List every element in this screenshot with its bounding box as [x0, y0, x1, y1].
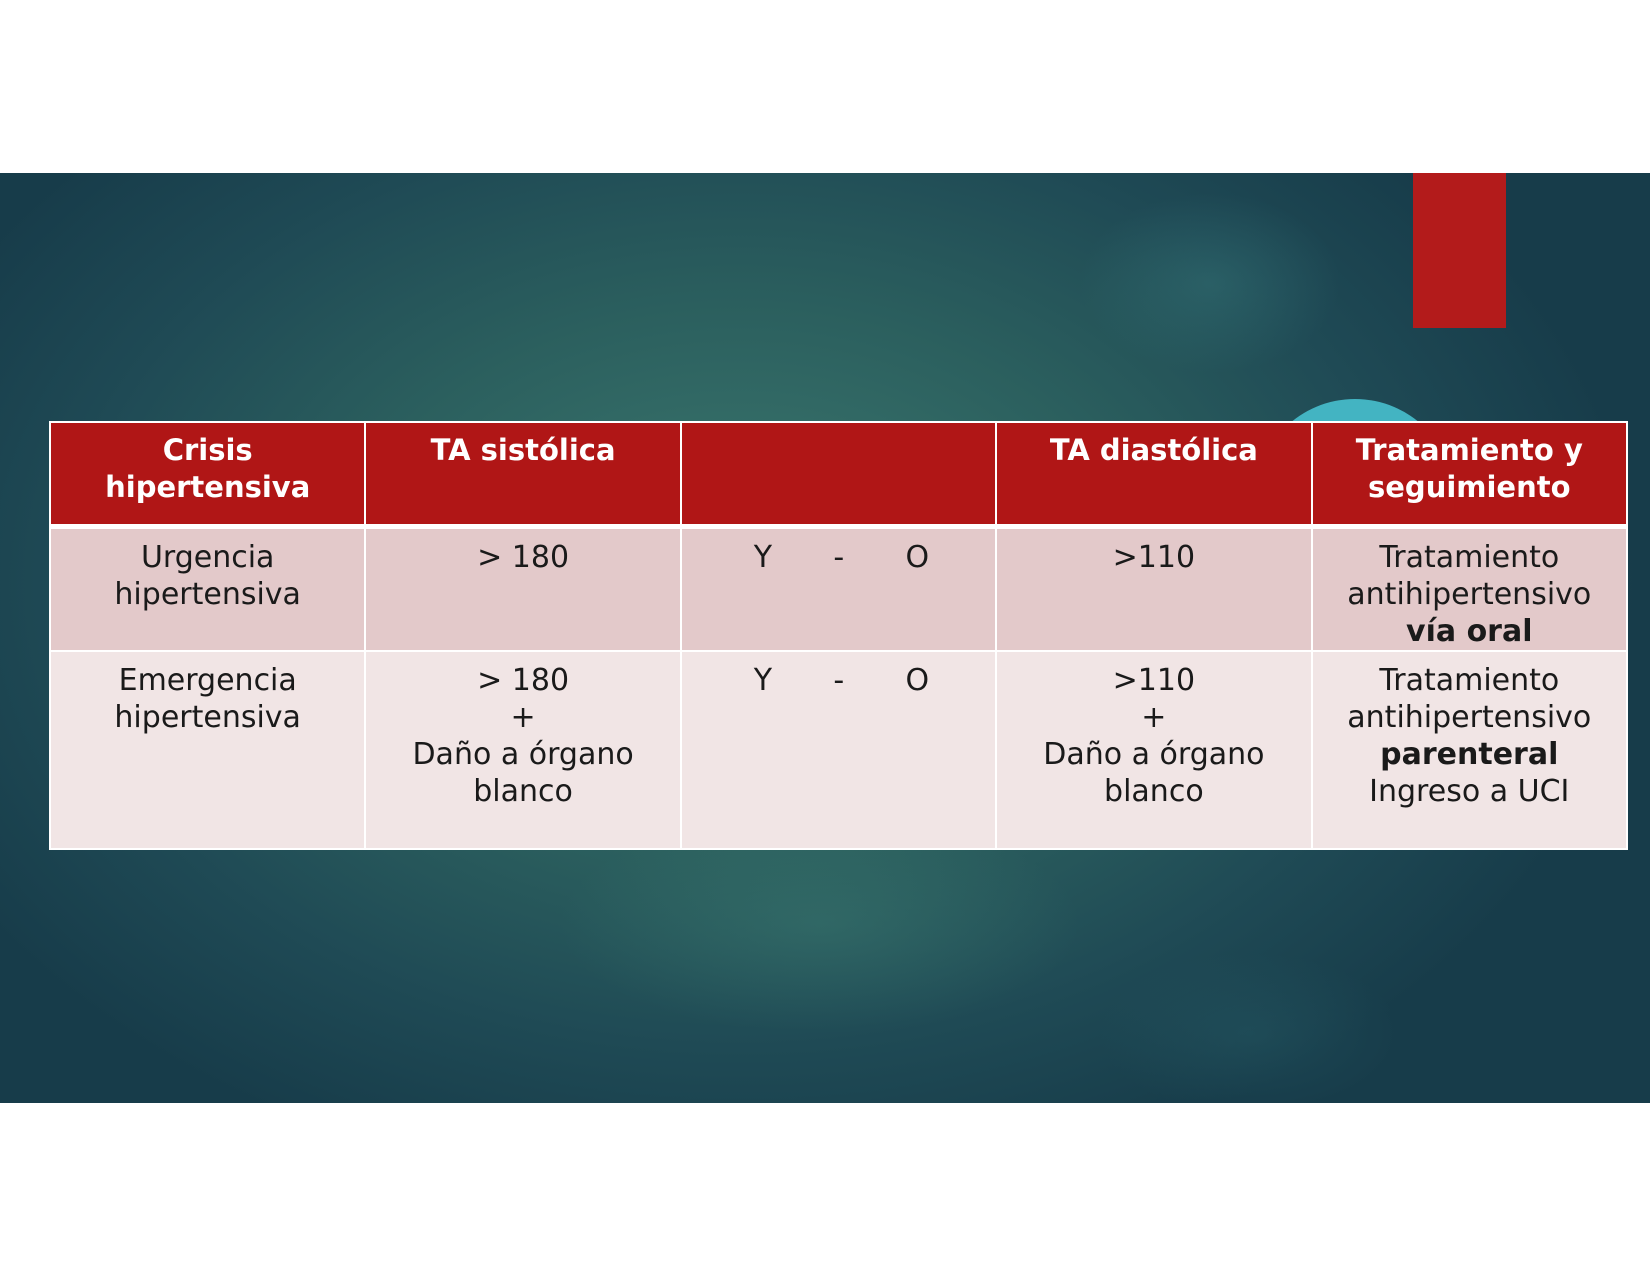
header-tratamiento: Tratamiento y seguimiento	[1312, 422, 1627, 526]
cell-tratamiento	[1312, 651, 1627, 849]
hypertensive-crisis-table	[49, 421, 1628, 850]
cell-line: Emergencia	[118, 662, 297, 698]
header-crisis: Crisis hipertensiva	[50, 422, 365, 526]
treatment-route: parenteral	[1380, 736, 1559, 772]
conj-dash: -	[833, 539, 845, 575]
header-conjunction	[681, 422, 996, 526]
cell-line: +	[1141, 699, 1167, 735]
cell-line: Urgencia	[140, 539, 275, 575]
cell-line: blanco	[473, 773, 573, 809]
cell-diastolica	[996, 651, 1311, 849]
header-diastolica: TA diastólica	[996, 422, 1311, 526]
cell-diastolica	[996, 526, 1311, 651]
cell-line: > 180	[477, 662, 570, 698]
cell-conjunction	[681, 526, 996, 651]
conj-y: Y	[753, 662, 773, 698]
cell-line: Daño a órgano	[412, 736, 634, 772]
cell-tratamiento	[1312, 526, 1627, 651]
cell-line: Tratamiento	[1379, 662, 1560, 698]
cell-line: Tratamiento	[1379, 539, 1560, 575]
background-glow	[1100, 953, 1400, 1103]
cell-line: hipertensiva	[114, 699, 301, 735]
treatment-route: vía oral	[1406, 613, 1533, 649]
cell-crisis	[50, 651, 365, 849]
cell-line: >110	[1112, 539, 1196, 575]
background-glow	[1080, 193, 1340, 373]
cell-line: hipertensiva	[114, 576, 301, 612]
table-row	[50, 651, 1627, 849]
cell-conjunction	[681, 651, 996, 849]
cell-sistolica	[365, 651, 680, 849]
conj-y: Y	[753, 539, 773, 575]
cell-line: +	[510, 699, 536, 735]
table-row	[50, 526, 1627, 651]
table-header-row	[50, 422, 1627, 526]
cell-line: >110	[1112, 662, 1196, 698]
cell-crisis	[50, 526, 365, 651]
slide-background	[0, 173, 1650, 1103]
red-accent-tab	[1413, 173, 1506, 328]
header-sistolica: TA sistólica	[365, 422, 680, 526]
cell-line: antihipertensivo	[1347, 576, 1592, 612]
cell-line: antihipertensivo	[1347, 699, 1592, 735]
cell-line: Daño a órgano	[1043, 736, 1265, 772]
conj-dash: -	[833, 662, 845, 698]
cell-sistolica	[365, 526, 680, 651]
cell-line: > 180	[477, 539, 570, 575]
treatment-extra: Ingreso a UCI	[1369, 773, 1570, 809]
conj-o: O	[905, 662, 930, 698]
cell-line: blanco	[1104, 773, 1204, 809]
conj-o: O	[905, 539, 930, 575]
